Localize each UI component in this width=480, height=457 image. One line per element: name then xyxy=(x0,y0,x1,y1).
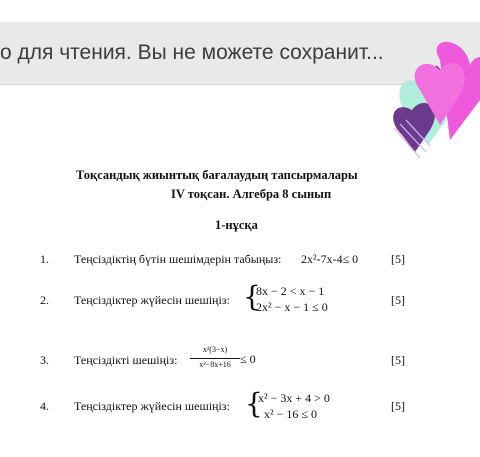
fraction-denominator: x²−8x+16 xyxy=(199,360,231,369)
task-points: [5] xyxy=(391,252,405,266)
task-text: Теңсіздіктер жүйесін шешіңіз: xyxy=(74,399,230,413)
task-text: Теңсіздіктің бүтін шешімдерін табыңыз: xyxy=(74,252,282,266)
task-text: Теңсіздікті шешіңіз: xyxy=(74,353,178,367)
system-brace: { xyxy=(245,387,263,420)
top-strip xyxy=(0,0,480,22)
document-title: Тоқсандық жиынтық бағалаудың тапсырмалары xyxy=(76,168,358,182)
variant-label: 1-нұсқа xyxy=(215,218,258,232)
task-text: Теңсіздіктер жүйесін шешіңіз: xyxy=(74,293,230,307)
fraction-bar xyxy=(190,358,240,359)
task-number: 4. xyxy=(40,399,49,413)
task-expression: 2x²-7x-4≤ 0 xyxy=(301,252,359,266)
task-points: [5] xyxy=(391,399,405,413)
system-line-1: x² − 3x + 4 > 0 xyxy=(258,391,330,405)
system-brace: { xyxy=(243,280,261,313)
hearts-sticker-icon xyxy=(380,40,480,170)
task-relation: ≤ 0 xyxy=(240,352,256,366)
banner-text: о для чтения. Вы не можете сохранит... xyxy=(0,41,384,64)
system-line-2: x² − 16 ≤ 0 xyxy=(264,407,317,421)
task-number: 1. xyxy=(40,252,49,266)
system-line-1: 8x − 2 < x − 1 xyxy=(256,284,325,298)
task-points: [5] xyxy=(391,293,405,307)
system-line-2: 2x² − x − 1 ≤ 0 xyxy=(256,300,328,314)
fraction-numerator: x²(3−x) xyxy=(202,345,228,354)
task-number: 3. xyxy=(40,353,49,367)
task-number: 2. xyxy=(40,293,49,307)
task-points: [5] xyxy=(391,353,405,367)
document-subtitle: IV тоқсан. Алгебра 8 сынып xyxy=(171,187,332,201)
